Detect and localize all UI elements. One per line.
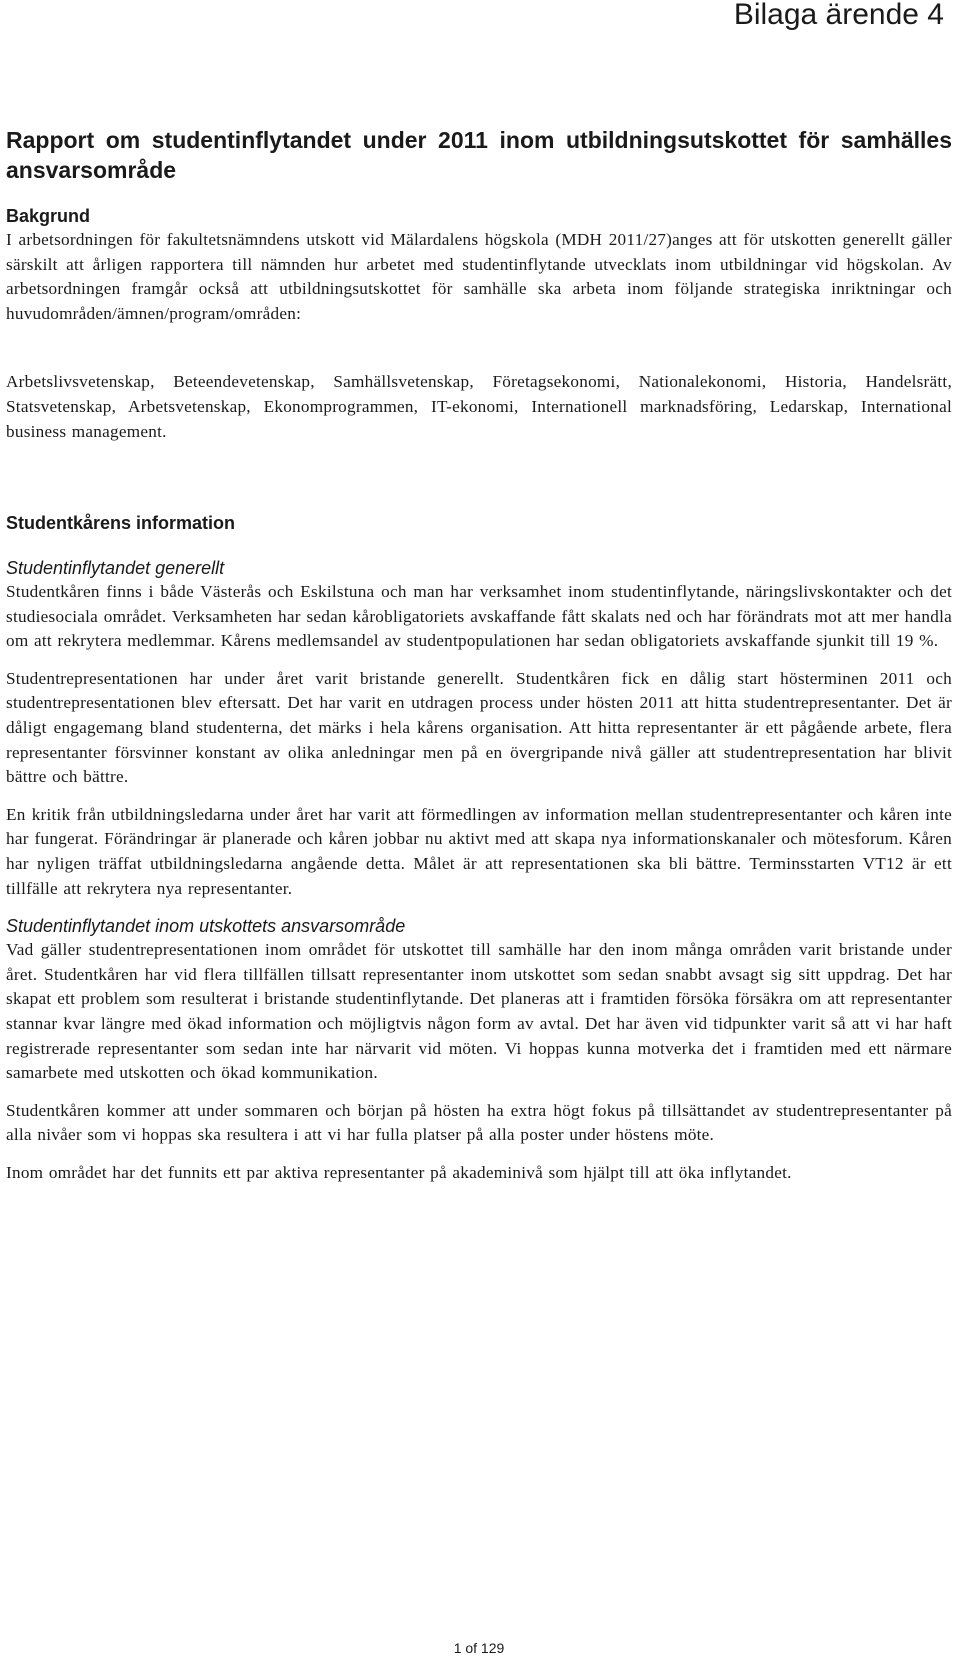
paragraph-subject-areas: Arbetslivsvetenskap, Beteendevetenskap, Samhällsvetenskap, Företagsekonomi, Nationalekonomi, Historia, Handelsrätt, Statsvetenskap, Arbetsvetenskap, Ekonomprogrammen, IT-ekonomi, Internationell marknadsföring, Ledarskap, International business management. — [6, 372, 952, 441]
section-studentkaren — [6, 511, 952, 1185]
paragraph-utskott-1: Vad gäller studentrepresentationen inom området för utskottet till samhälle har den inom många områden varit bristande under året. Studentkåren har vid flera tillfällen tillsatt representanter inom utskottet som sedan snabbt avsagt sig sitt uppdrag. Det har skapat ett problem som resulterat i bristande studentinflytande. Det planeras att i framtiden försöka försäkra om att representanter stannar kvar längre med ökad information och möjligtvis någon form av avtal. Det har även vid tidpunkter varit så att vi har haft registrerade representanter som sedan inte har närvarit vid möten. Vi hoppas kunna motverka det i framtiden med ett närmare samarbete med utskotten och ökad kommunikation. — [6, 940, 952, 1083]
page-number: 1 of 129 — [453, 1640, 505, 1656]
section-bakgrund — [6, 204, 952, 444]
document-title: Rapport om studentinflytandet under 2011 inom utbildningsutskottet för samhälles ansvarsområde — [6, 127, 952, 183]
paragraph-generellt-1: Studentkåren finns i både Västerås och Eskilstuna och man har verksamhet inom studentinflytande, näringslivskontakter och det studiesociala området. Verksamheten har sedan kårobligatoriets avskaffande fått skalats ned och har förändrats mot att mer handla om att rekrytera medlemmar. Kårens medlemsandel av studentpopulationen har sedan obligatoriets avskaffande sjunkit till 19 %. — [6, 582, 952, 651]
paragraph-generellt-3: En kritik från utbildningsledarna under året har varit att förmedlingen av information mellan studentrepresentanter och kåren inte har fungerat. Förändringar är planerade och kåren jobbar nu aktivt med att skapa nya informationskanaler och mötesforum. Kåren har nyligen träffat utbildningsledarna angående detta. Målet är att representationen ska bli bättre. Terminsstarten VT12 är ett tillfälle att rekrytera nya representanter. — [6, 804, 952, 898]
paragraph-generellt-2: Studentrepresentationen har under året varit bristande generellt. Studentkåren fick en dålig start hösterminen 2011 och studentrepresentationen blev eftersatt. Det har varit en utdragen process under hösten 2011 att hitta studentrepresentanter. Det är dåligt engagemang bland studenterna, det märks i hela kårens organisation. Att hitta representanter är ett pågående arbete, flera representanter försvinner konstant av olika anledningar men på en övergripande nivå gäller att studentrepresentation har blivit bättre och bättre. — [6, 668, 952, 787]
attachment-label: Bilaga ärende 4 — [733, 0, 944, 31]
subheading-utskott: Studentinflytandet inom utskottets ansvarsområde — [6, 916, 406, 937]
subheading-generellt: Studentinflytandet generellt — [6, 558, 225, 578]
heading-studentkarens-information: Studentkårens information — [6, 513, 236, 533]
paragraph-utskott-3: Inom området har det funnits ett par aktiva representanter på akademinivå som hjälpt till att öka inflytandet. — [6, 1162, 792, 1182]
paragraph-bakgrund-1: I arbetsordningen för fakultetsnämndens utskott vid Mälardalens högskola (MDH 2011/27)anges att för utskotten generellt gäller särskilt att årligen rapportera till nämnden hur arbetet med studentinflytande utvecklats inom utbildningar vid högskolan. Av arbetsordningen framgår också att utbildningsutskottet för samhälle ska arbeta inom följande strategiska inriktningar och huvudområden/ämnen/program/områden: — [6, 230, 952, 323]
heading-bakgrund: Bakgrund — [6, 206, 91, 226]
paragraph-utskott-2: Studentkåren kommer att under sommaren och början på hösten ha extra högt fokus på tillsättandet av studentrepresentanter på alla nivåer som vi hoppas ska resultera i att vi har fulla platser på alla poster under höstens möte. — [6, 1100, 952, 1145]
